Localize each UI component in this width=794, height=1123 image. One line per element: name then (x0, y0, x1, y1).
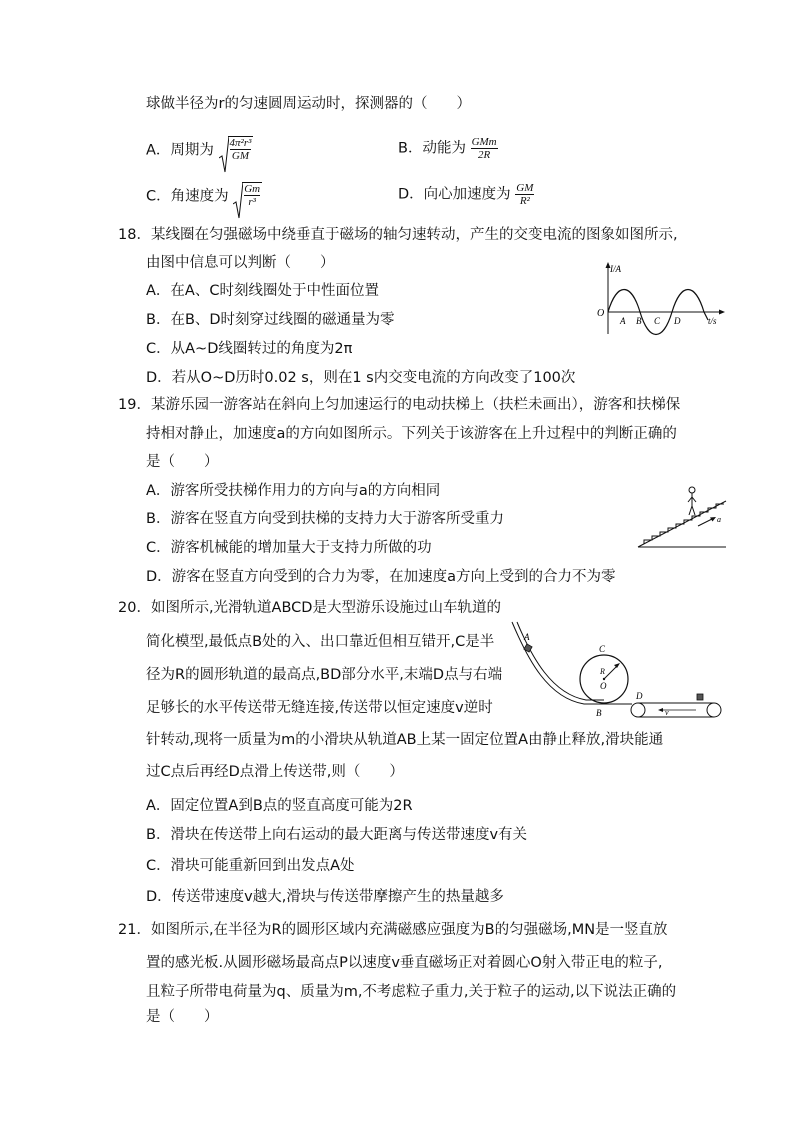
q19-option-d: D．游客在竖直方向受到的合力为零，在加速度a方向上受到的合力不为零 (146, 569, 616, 585)
q17-option-d-expr: $\frac{GM}{\text{R²}}$ (516, 182, 534, 207)
q17-option-a-expr: $\frac{\text{4π²r³}}{GM}$ (219, 136, 254, 165)
q17-option-a (146, 136, 253, 165)
q21-line2: 置的感光板.从圆形磁场最高点P以速度v垂直磁场正对着圆心O射入带正电的粒子, (146, 955, 663, 971)
q20-option-b: B．滑块在传送带上向右运动的最大距离与传送带速度v有关 (146, 827, 528, 843)
q19-person-arm-left (688, 497, 692, 502)
q20-belt-arrowhead (658, 708, 663, 712)
q20-label-b: B (596, 708, 602, 718)
q20-line6: 过C点后再经D点滑上传送带,则（ ） (146, 764, 404, 780)
q19-option-a: A．游客所受扶梯作用力的方向与a的方向相同 (146, 483, 441, 499)
q20-label-a: A (524, 632, 530, 642)
q20-belt-roller-left (631, 703, 645, 717)
q18-line2: 由图中信息可以判断（ ） (146, 255, 335, 271)
q18-point-d: D (674, 316, 681, 326)
q20-option-d: D．传送带速度v越大,滑块与传送带摩擦产生的热量越多 (146, 889, 504, 905)
q18-current-graph (592, 258, 732, 338)
q17-option-c-expr: $\frac{Gm}{\text{r³}}$ (233, 182, 262, 211)
q17-option-c-label: C．角速度为 (146, 188, 229, 205)
q17-option-c (146, 182, 262, 211)
q17-option-d (398, 182, 534, 207)
q19-line3: 是（ ） (146, 454, 219, 470)
q20-label-r: R (600, 667, 605, 676)
q20-line1: 20．如图所示,光滑轨道ABCD是大型游乐设施过山车轨道的 (118, 600, 501, 616)
q20-track-outer (512, 622, 632, 704)
q19-option-b: B．游客在竖直方向受到扶梯的支持力大于游客所受重力 (146, 511, 504, 527)
q18-option-a: A．在A、C时刻线圈处于中性面位置 (146, 283, 379, 299)
q21-line1: 21．如图所示,在半径为R的圆形区域内充满磁感应强度为B的匀强磁场,MN是一竖直放 (118, 922, 668, 938)
q18-option-d: D．若从O~D历时0.02 s，则在1 s内交变电流的方向改变了100次 (146, 370, 576, 386)
q20-block-belt (697, 694, 703, 700)
q18-point-c: C (654, 316, 661, 326)
q21-line4: 是（ ） (146, 1009, 219, 1025)
q20-line2: 简化模型,最低点B处的入、出口靠近但相互错开,C是半 (146, 634, 495, 650)
q17-option-b-expr: $\frac{\text{GMm}}{2R}$ (471, 136, 497, 161)
q20-option-a: A．固定位置A到B点的竖直高度可能为2R (146, 798, 413, 814)
q17-option-a-label: A．周期为 (146, 142, 214, 159)
q19-option-c: C．游客机械能的增加量大于支持力所做的功 (146, 540, 432, 556)
q19-escalator-figure (636, 484, 728, 550)
q21-line3: 且粒子所带电荷量为q、质量为m,不考虑粒子重力,关于粒子的运动,以下说法正确的 (146, 984, 677, 1000)
q19-line1: 19．某游乐园一游客站在斜向上匀加速运行的电动扶梯上（扶栏未画出），游客和扶梯保 (118, 397, 681, 413)
q19-person-arm-right (692, 497, 696, 502)
q19-person-head (689, 487, 695, 493)
q18-option-b: B．在B、D时刻穿过线圈的磁通量为零 (146, 312, 395, 328)
q18-line1: 18．某线圈在匀强磁场中绕垂直于磁场的轴匀速转动，产生的交变电流的图象如图所示, (118, 227, 678, 243)
q20-label-d: D (636, 691, 643, 701)
q20-line5: 针转动,现将一质量为m的小滑块从轨道AB上某一固定位置A由静止释放,滑块能通 (146, 732, 664, 748)
q19-person-leg-left (689, 506, 692, 515)
q17-option-b (398, 136, 498, 161)
q17-stem-tail: 球做半径为r的匀速圆周运动时，探测器的（ ） (146, 96, 471, 112)
q18-point-a: A (620, 316, 626, 326)
q20-label-o: O (600, 681, 607, 691)
q18-x-label: t/s (708, 316, 717, 326)
q19-line2: 持相对静止，加速度a的方向如图所示。下列关于该游客在上升过程中的判断正确的 (146, 426, 677, 442)
q18-x-arrow (719, 310, 725, 315)
q20-option-c: C．滑块可能重新回到出发点A处 (146, 858, 355, 874)
q18-point-b: B (636, 316, 642, 326)
q19-accel-label: a (717, 515, 721, 524)
q20-track-figure (508, 620, 728, 720)
q20-line3: 径为R的圆形轨道的最高点,BD部分水平,末端D点与右端 (146, 667, 503, 683)
q18-origin-label: O (597, 308, 605, 319)
q18-option-c: C．从A~D线圈转过的角度为2π (146, 341, 353, 357)
q20-radius-arrow (614, 663, 620, 668)
q20-belt-roller-right (707, 703, 721, 717)
q17-option-b-label: B．动能为 (398, 140, 466, 157)
q20-track-inner (517, 622, 604, 700)
q18-y-label: I/A (610, 264, 621, 274)
q19-person-leg-right (692, 506, 695, 515)
q20-line4: 足够长的水平传送带无缝连接,传送带以恒定速度v逆时 (146, 700, 493, 716)
q20-radius (604, 665, 618, 679)
q20-center-dot (603, 678, 605, 680)
q17-option-d-label: D．向心加速度为 (398, 186, 511, 203)
q20-label-c: C (599, 644, 606, 654)
q20-label-v: v (665, 708, 669, 717)
